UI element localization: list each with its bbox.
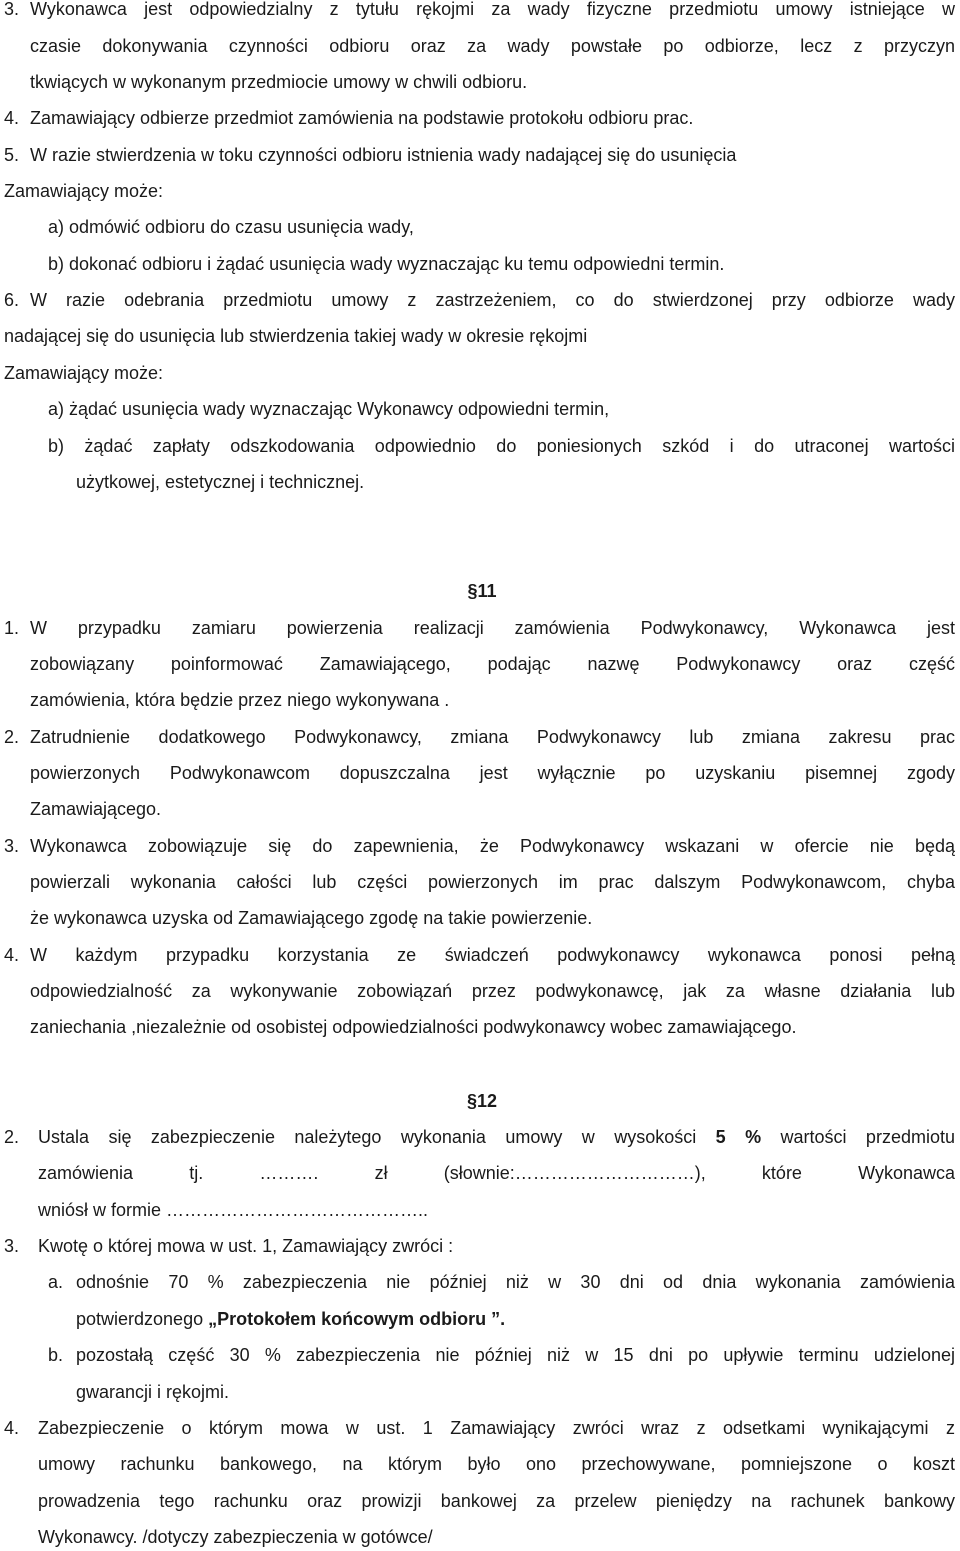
item-number: 5. — [4, 145, 20, 165]
paragraph-line: Zatrudnienie dodatkowego Podwykonawcy, zmiana Podwykonawcy lub zmiana zakresu prac — [30, 727, 955, 747]
paragraph-line: tkwiących w wykonanym przedmiocie umowy w chwili odbioru. — [30, 72, 528, 92]
list-item — [76, 1308, 505, 1330]
paragraph-line: Wykonawcy. /dotyczy zabezpieczenia w gotówce/ — [38, 1527, 433, 1547]
paragraph-line: powierzonych Podwykonawcom dopuszczalna jest wyłącznie po uzyskaniu pisemnej zgody — [30, 763, 955, 783]
paragraph-line: Zamawiający odbierze przedmiot zamówienia na podstawie protokołu odbioru prac. — [30, 108, 694, 128]
paragraph-line: zaniechania ,niezależnie od osobistej odpowiedzialności podwykonawcy wobec zamawiającego. — [30, 1017, 797, 1037]
bold-run: „Protokołem końcowym odbioru ”. — [208, 1309, 506, 1329]
item-number: 3. — [4, 836, 20, 856]
paragraph-line: nadającej się do usunięcia lub stwierdzenia takiej wady w okresie rękojmi — [4, 326, 588, 346]
item-number: 3. — [4, 0, 20, 19]
paragraph-line: Kwotę o której mowa w ust. 1, Zamawiający zwróci : — [38, 1236, 454, 1256]
paragraph-line: umowy rachunku bankowego, na którym było ono przechowywane, pomniejszone o koszt — [38, 1454, 955, 1474]
paragraph-line: odpowiedzialność za wykonywanie zobowiązań przez podwykonawcę, jak za własne działania lub — [30, 981, 955, 1001]
paragraph-line: Wykonawca zobowiązuje się do zapewnienia, że Podwykonawcy wskazani w ofercie nie będą — [30, 836, 955, 856]
paragraph-line: Zabezpieczenie o którym mowa w ust. 1 Zamawiający zwróci wraz z odsetkami wynikającymi z — [38, 1418, 955, 1438]
list-item: użytkowej, estetycznej i technicznej. — [76, 472, 365, 492]
list-item: a) żądać usunięcia wady wyznaczając Wykonawcy odpowiedni termin, — [48, 399, 610, 419]
text-run: Ustala się zabezpieczenie należytego wykonania umowy w wysokości — [38, 1127, 716, 1147]
paragraph-line: zobowiązany poinformować Zamawiającego, podając nazwę Podwykonawcy oraz część — [30, 654, 955, 674]
item-number: 2. — [4, 1127, 20, 1147]
paragraph-line: prowadzenia tego rachunku oraz prowizji bankowej za przelew pieniędzy na rachunek bankowy — [38, 1491, 955, 1511]
list-item: b) żądać zapłaty odszkodowania odpowiednio do poniesionych szkód i do utraconej wartości — [48, 436, 955, 456]
paragraph-line: Wykonawca jest odpowiedzialny z tytułu rękojmi za wady fizyczne przedmiotu umowy istniejące w — [30, 0, 955, 19]
paragraph-line: zamówienia, która będzie przez niego wykonywana . — [30, 690, 450, 710]
paragraph-line: czasie dokonywania czynności odbioru oraz za wady powstałe po odbiorze, lecz z przyczyn — [30, 36, 955, 56]
paragraph-line — [38, 1126, 955, 1148]
paragraph-line: powierzali wykonania całości lub części powierzonych im prac dalszym Podwykonawcom, chyba — [30, 872, 955, 892]
paragraph-line: Zamawiający może: — [4, 181, 164, 201]
paragraph-line: W razie stwierdzenia w toku czynności odbioru istnienia wady nadającej się do usunięcia — [30, 145, 737, 165]
paragraph-line: zamówienia tj. ………. zł (słownie:…………………………), które Wykonawca — [38, 1163, 955, 1183]
section-heading-text: §11 — [467, 581, 497, 601]
section-heading-text: §12 — [466, 1091, 498, 1111]
list-item: gwarancji i rękojmi. — [76, 1382, 230, 1402]
text-run: wartości przedmiotu — [761, 1127, 955, 1147]
section-heading — [0, 580, 960, 602]
percent-value: 5 % — [715, 1127, 762, 1147]
item-number: 2. — [4, 727, 20, 747]
paragraph-line: że wykonawca uzyska od Zamawiającego zgodę na takie powierzenie. — [30, 908, 593, 928]
paragraph-line: Zamawiający może: — [4, 363, 164, 383]
list-item: b) dokonać odbioru i żądać usunięcia wady wyznaczając ku temu odpowiedni termin. — [48, 254, 725, 274]
paragraph-line: W razie odebrania przedmiotu umowy z zastrzeżeniem, co do stwierdzonej przy odbiorze wady — [30, 290, 955, 310]
item-letter: b. — [48, 1345, 64, 1365]
text-run: potwierdzonego — [76, 1309, 209, 1329]
section-heading — [0, 1090, 960, 1112]
paragraph-line: W przypadku zamiaru powierzenia realizacji zamówienia Podwykonawcy, Wykonawca jest — [30, 618, 955, 638]
item-number: 1. — [4, 618, 20, 638]
list-item: odnośnie 70 % zabezpieczenia nie później niż w 30 dni od dnia wykonania zamówienia — [76, 1272, 955, 1292]
list-item: a) odmówić odbioru do czasu usunięcia wady, — [48, 217, 414, 237]
item-number: 4. — [4, 108, 20, 128]
item-number: 4. — [4, 1418, 20, 1438]
paragraph-line: W każdym przypadku korzystania ze świadczeń podwykonawcy wykonawca ponosi pełną — [30, 945, 955, 965]
item-number: 6. — [4, 290, 20, 310]
item-letter: a. — [48, 1272, 64, 1292]
paragraph-line: Zamawiającego. — [30, 799, 162, 819]
item-number: 3. — [4, 1236, 20, 1256]
paragraph-line: wniósł w formie …………………………………….. — [38, 1200, 429, 1220]
item-number: 4. — [4, 945, 20, 965]
list-item: pozostałą część 30 % zabezpieczenia nie później niż w 15 dni po upływie terminu udzielonej — [76, 1345, 955, 1365]
